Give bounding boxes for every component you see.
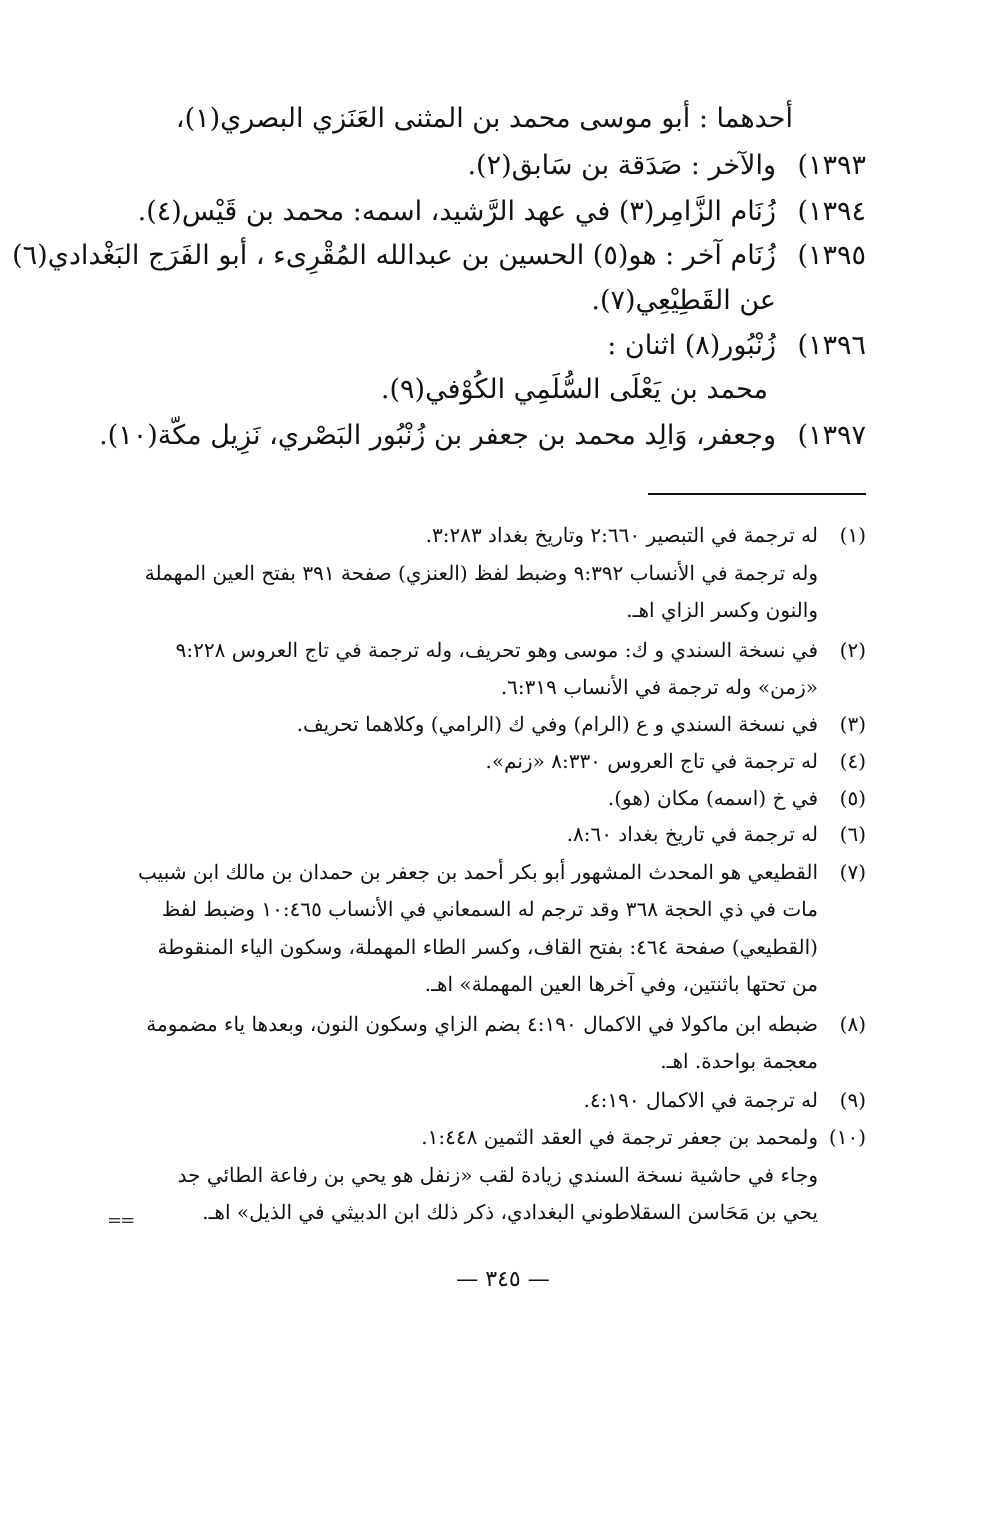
footnote-number: (٢) — [839, 638, 866, 662]
footnote-line: من تحتها باثنتين، وفي آخرها العين المهملة» اهـ. — [424, 972, 818, 996]
footnote-line: له ترجمة في تاج العروس ٨:٣٣٠ «زنم». — [485, 749, 818, 773]
footnote-line: وله ترجمة في الأنساب ٩:٣٩٢ وضبط لفظ (العنزي) صفحة ٣٩١ بفتح العين المهملة — [144, 561, 818, 585]
footnote-line: والنون وكسر الزاي اهـ. — [626, 598, 818, 622]
footnote-line: له ترجمة في تاريخ بغداد ٨:٦٠. — [566, 822, 818, 846]
entry-number: ١٣٩٣) — [797, 150, 866, 181]
footnote-line: «زمن» وله ترجمة في الأنساب ٦:٣١٩. — [500, 675, 818, 699]
footnote-number: (٤) — [839, 749, 866, 773]
footnote-number: (٩) — [839, 1088, 866, 1112]
entry-number: ١٣٩٥) — [797, 240, 866, 271]
entry-text: زُنَام الزَّامِر(٣) في عهد الرَّشيد، اسمه: محمد بن قَيْس(٤). — [137, 196, 776, 227]
footnote-line: في نسخة السندي و ع (الرام) وفي ك (الرامي) وكلاهما تحريف. — [296, 712, 818, 736]
margin-mark: == — [107, 1210, 134, 1231]
entry-text: زُنْبُور(٨) اثنان : — [607, 330, 776, 361]
footnote-separator — [648, 493, 866, 495]
entry-number: ١٣٩٧) — [797, 420, 866, 451]
footnote-number: (٧) — [839, 860, 866, 884]
footnote-line: ضبطه ابن ماكولا في الاكمال ٤:١٩٠ بضم الزاي وسكون النون، وبعدها ياء مضمومة — [146, 1012, 818, 1036]
footnote-number: (١) — [839, 523, 866, 547]
entry-continuation: عن القَطِيْعِي(٧). — [591, 285, 776, 316]
footnote-line: له ترجمة في الاكمال ٤:١٩٠. — [583, 1088, 818, 1112]
footnote-number: (١٠) — [828, 1125, 866, 1149]
footnote-line: له ترجمة في التبصير ٢:٦٦٠ وتاريخ بغداد ٣:٢٨٣. — [425, 523, 818, 547]
footnote-line: يحي بن مَحَاسن السقلاطوني البغدادي، ذكر ذلك ابن الدبيثي في الذيل» اهـ. — [202, 1200, 818, 1224]
page-number: — ٣٤٥ — — [456, 1267, 550, 1292]
footnote-line: (القطيعي) صفحة ٤٦٤: بفتح القاف، وكسر الطاء المهملة، وسكون الياء المنقوطة — [157, 935, 818, 959]
footnote-line: مات في ذي الحجة ٣٦٨ وقد ترجم له السمعاني في الأنساب ١٠:٤٦٥ وضبط لفظ — [161, 897, 818, 921]
footnote-line: في نسخة السندي و ك: موسى وهو تحريف، وله ترجمة في تاج العروس ٩:٢٢٨ — [175, 638, 818, 662]
footnote-line: ولمحمد بن جعفر ترجمة في العقد الثمين ١:٤٤٨. — [421, 1125, 818, 1149]
entry-number: ١٣٩٦) — [797, 330, 866, 361]
footnote-line: معجمة بواحدة. اهـ. — [660, 1049, 818, 1073]
footnote-line: وجاء في حاشية نسخة السندي زيادة لقب «زنفل هو يحي بن رفاعة الطائي جد — [177, 1163, 818, 1187]
entry-text: زُنَام آخر : هو(٥) الحسين بن عبدالله المُقْرِىء ، أبو الفَرَج البَغْدادي(٦) — [12, 240, 776, 271]
entry-number: ١٣٩٤) — [797, 196, 866, 227]
intro-line: أحدهما : أبو موسى محمد بن المثنى العَنَزي البصري(١)، — [175, 103, 793, 134]
footnote-number: (٨) — [839, 1012, 866, 1036]
footnote-number: (٦) — [839, 822, 866, 846]
footnote-number: (٥) — [839, 786, 866, 810]
footnote-number: (٣) — [839, 712, 866, 736]
entry-text: وجعفر، وَالِد محمد بن جعفر بن زُنْبُور البَصْري، نَزِيل مكّة(١٠). — [99, 420, 776, 451]
entry-text: والآخر : صَدَقة بن سَابق(٢). — [467, 150, 776, 181]
footnote-line: القطيعي هو المحدث المشهور أبو بكر أحمد بن جعفر بن حمدان بن مالك ابن شبيب — [138, 860, 818, 884]
footnote-line: في خ (اسمه) مكان (هو). — [607, 786, 818, 810]
entry-continuation: محمد بن يَعْلَى السُّلَمِي الكُوْفي(٩). — [380, 374, 768, 405]
